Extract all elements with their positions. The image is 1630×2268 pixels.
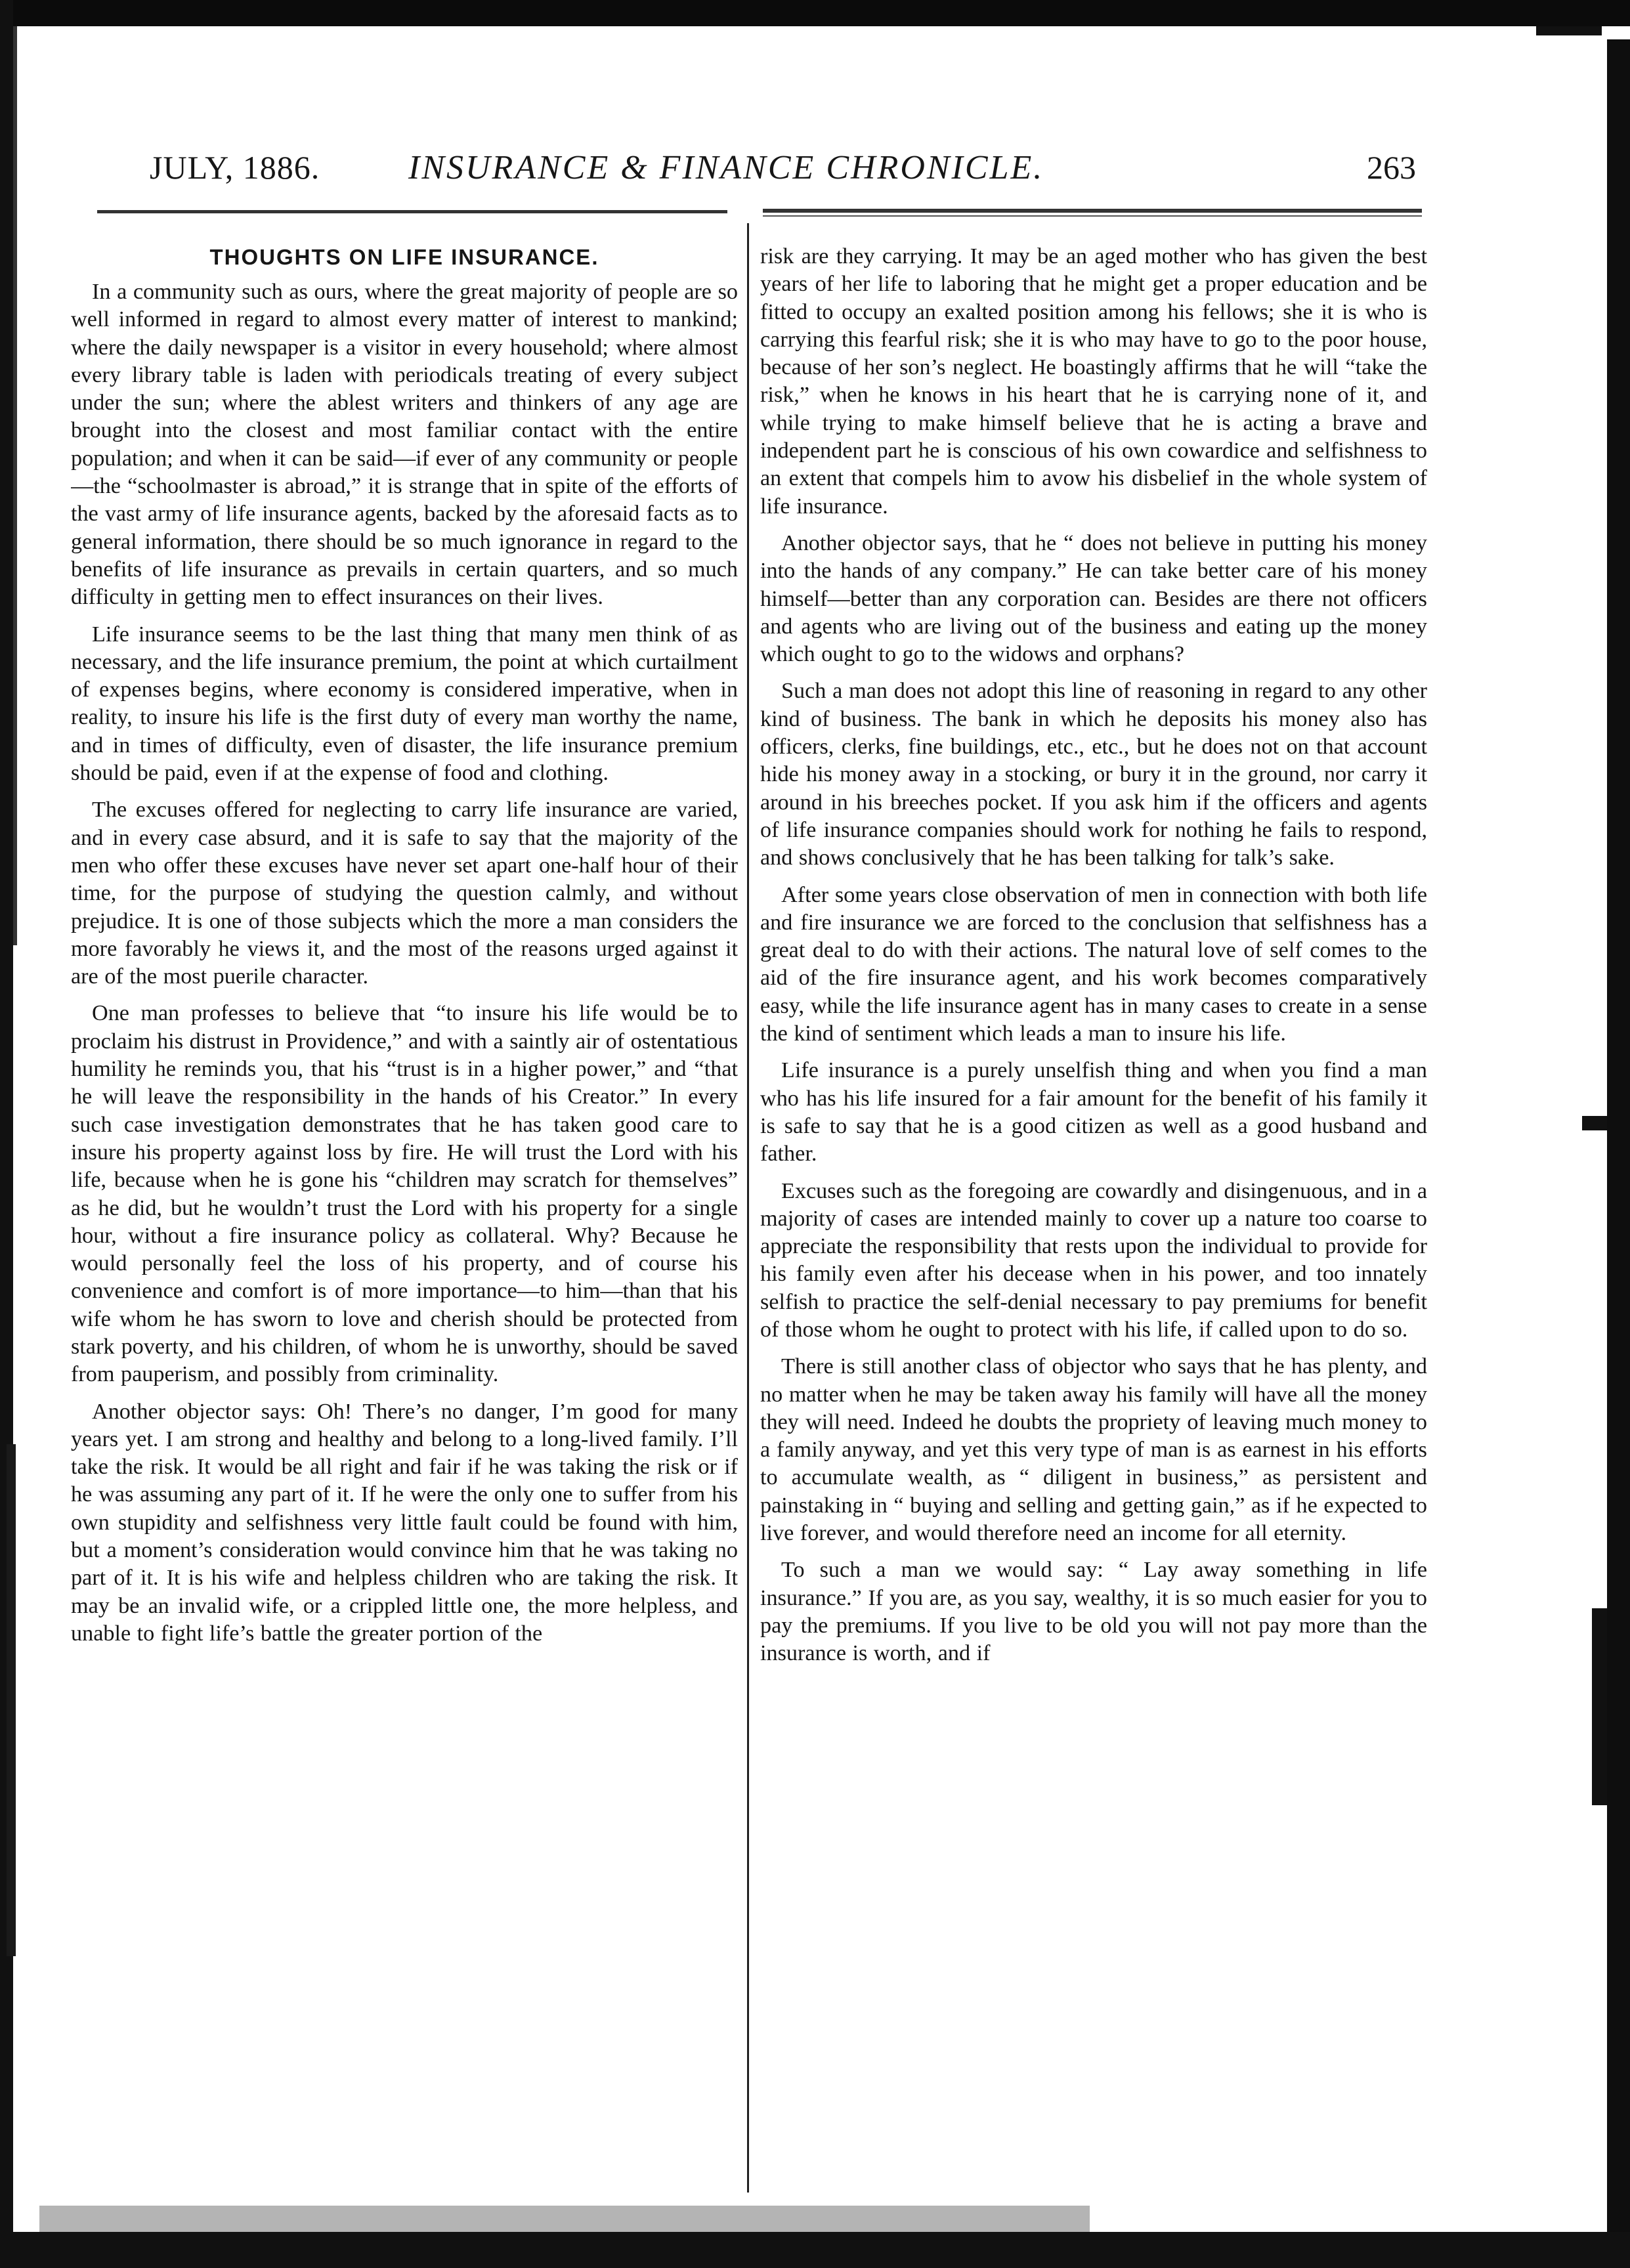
paragraph: Life insurance is a purely unselfish thing and when you find a man who has his life insured for a fair amount for the benefit of his family it is safe to say that he is a good citizen as well as a good husband and father. xyxy=(760,1058,1427,1166)
paragraph: In a community such as ours, where the great majority of people are so well informed in regard to almost every matter of interest to mankind; where the daily newspaper is a visitor in every household; where almost every library table is laden with periodicals treating of every subject under the sun; where the ablest writers and thinkers of any age are brought into the closest and most familiar contact with the entire population; and when it can be said—if ever of any community or people—the “schoolmaster is abroad,” it is strange that in spite of the efforts of the vast army of life insurance agents, backed by the aforesaid facts as to general information, there should be so much ignorance in regard to the benefits of life insurance as prevails in certain quarters, and so much difficulty in getting men to effect insurances on their lives. xyxy=(71,280,738,610)
paragraph: Another objector says, that he “ does not believe in putting his money into the hands of any company.” He can take better care of his money himself—better than any corporation can. Besides are there not officers and agents who are living out of the business and eating up the money which ought to go to the widows and orphans? xyxy=(760,530,1427,667)
header-rule-right xyxy=(763,209,1422,213)
page-number: 263 xyxy=(1367,149,1416,186)
header-rule-left xyxy=(97,210,727,213)
left-column xyxy=(71,243,738,2212)
publication-title: INSURANCE & FINANCE CHRONICLE. xyxy=(408,149,1044,186)
right-column xyxy=(760,243,1427,2212)
scan-edge-mark xyxy=(1582,1116,1607,1130)
scan-border-bottom xyxy=(0,2232,1630,2268)
paragraph: There is still another class of objector who says that he has plenty, and no matter when he may be taken away his family will have all the money they will need. Indeed he doubts the propriety of leaving much money to a family anyway, and yet this very type of man is as earnest in his efforts to accumulate wealth, as “ diligent in business,” as persistent and painstaking in “ buying and selling and getting gain,” as if he expected to live forever, and would therefore need an income for all eternity. xyxy=(760,1354,1427,1546)
paragraph: After some years close observation of men in connection with both life and fire insurance we are forced to the conclusion that selfishness has a great deal to do with their actions. The natural love of self comes to the aid of the fire insurance agent, and his work becomes comparatively easy, while the life insurance agent has in many cases to create in a sense the kind of sentiment which leads a man to insure his life. xyxy=(760,882,1427,1046)
paragraph: Excuses such as the foregoing are cowardly and disingenuous, and in a majority of cases are intended mainly to cover up a nature too coarse to appreciate the responsibility that rests upon the individual to provide for his family even after his decease when in his power, and too innately selfish to practice the self-denial necessary to pay premiums for benefit of those whom he ought to protect with his life, if called upon to do so. xyxy=(760,1178,1427,1342)
scan-edge-mark xyxy=(1592,1608,1607,1805)
paragraph: To such a man we would say: “ Lay away something in life insurance.” If you are, as you say, wealthy, it is so much easier for you to pay the premiums. If you live to be old you will not pay more than the insurance is worth, and if xyxy=(760,1558,1427,1666)
issue-date: JULY, 1886. xyxy=(150,149,320,186)
scan-border-left-fragment xyxy=(7,1444,16,1956)
paragraph: One man professes to believe that “to insure his life would be to proclaim his distrust in Providence,” and with a saintly air of ostentatious humility he reminds you, that his “trust is in a higher power,” and “that he will leave the responsibility in the hands of his Creator.” In every such case investigation demonstrates that he has taken good care to insure his property against loss by fire. He will trust the Lord with his life, because when he is gone his “children may scratch for themselves” as he did, but he wouldn’t trust the Lord with his property for a single hour, without a fire insurance policy as collateral. Why? Because he would personally feel the loss of his property, and of course his convenience and comfort is of more importance—to him—than that his wife whom he has sworn to love and cherish should be protected from stark poverty, and his children, of whom he is unworthy, should be saved from pauperism, and possibly from criminality. xyxy=(71,1001,738,1387)
paragraph: Another objector says: Oh! There’s no danger, I’m good for many years yet. I am strong and healthy and belong to a long-lived family. I’ll take the risk. It would be all right and fair if he was taking the risk or if he was assuming any part of it. If he were the only one to suffer from his own stupidity and selfishness very little fault could be found with him, but a moment’s consideration would convince him that he was taking no part of it. It is his wife and helpless children who are taking the risk. It may be an invalid wife, or a crippled little one, the more helpless, and unable to fight life’s battle the greater portion of the xyxy=(71,1399,738,1646)
paragraph: Such a man does not adopt this line of reasoning in regard to any other kind of business. The bank in which he deposits his money also has officers, clerks, fine buildings, etc., etc., but he does not on that account hide his money away in a stocking, or bury it in the ground, nor carry it around in his breeches pocket. If you ask him if the officers and agents of life insurance companies should work for nothing he fails to respond, and shows conclusively that he has been talking for talk’s sake. xyxy=(760,679,1427,870)
header-rule-right-thin xyxy=(763,215,1422,217)
paragraph-continued: risk are they carrying. It may be an aged mother who has given the best years of her life to laboring that he might get a proper education and be fitted to occupy an exalted position among his fellows; she it is who is carrying this fearful risk; she it is who may have to go to the poor house, because of her son’s neglect. He boastingly affirms that he will “take the risk,” when he knows in his heart that he is carrying none of it, and while trying to make himself believe that he is acting a brave and independent part he is conscious of his own cowardice and selfishness to an extent that compels him to avow his disbelief in the whole system of life insurance. xyxy=(760,244,1427,519)
running-head xyxy=(0,148,1630,201)
paragraph: The excuses offered for neglecting to carry life insurance are varied, and in every case absurd, and it is safe to say that the majority of the men who offer these excuses have never set apart one-half hour of their time, for the purpose of studying the question calmly, and without prejudice. It is one of those subjects which the more a man considers the more favorably he views it, and the most of the reasons urged against it are of the most puerile character. xyxy=(71,798,738,989)
article-heading: THOUGHTS ON LIFE INSURANCE. xyxy=(209,245,599,269)
scan-edge-mark xyxy=(1536,26,1602,35)
scan-border-top xyxy=(0,0,1630,26)
scan-border-right xyxy=(1607,39,1630,2268)
column-divider xyxy=(747,223,749,2193)
paragraph: Life insurance seems to be the last thing that many men think of as necessary, and the life insurance premium, the point at which curtailment of expenses begins, where economy is considered imperative, when in reality, to insure his life is the first duty of every man worthy the name, and in times of difficulty, even of disaster, the life insurance premium should be paid, even if at the expense of food and clothing. xyxy=(71,622,738,786)
